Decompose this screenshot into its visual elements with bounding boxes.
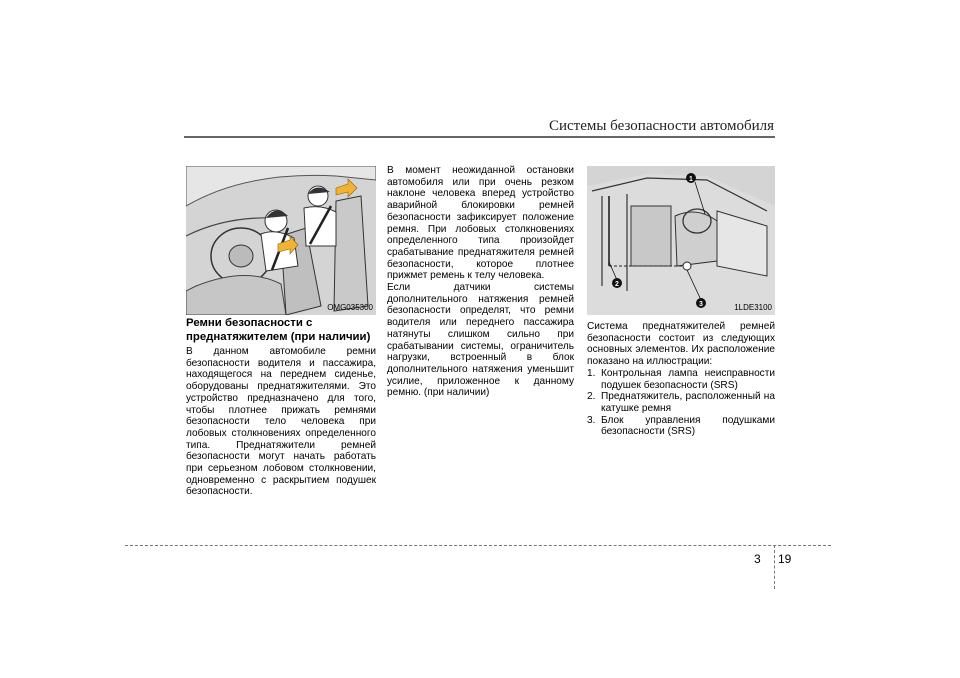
page-number: 19 — [778, 552, 792, 566]
callout-3: 3 — [699, 301, 703, 308]
column-left — [186, 317, 376, 498]
pretensioner-system-diagram — [587, 166, 775, 315]
list-number: 2. — [587, 391, 596, 403]
footer-separator — [774, 545, 775, 589]
list-text: Преднатяжитель, расположенный на катушке ремня — [601, 391, 775, 414]
list-number: 1. — [587, 367, 596, 379]
column-right — [587, 321, 775, 438]
car-interior-drawing — [186, 166, 376, 315]
list-item — [587, 391, 775, 414]
car-cutaway-drawing — [587, 166, 775, 315]
page-header-title: Системы безопасности автомобиля — [548, 118, 774, 134]
column-middle — [387, 165, 574, 399]
callout-2: 2 — [615, 281, 619, 288]
paragraph: В момент неожиданной остановки автомобиля или при очень резком наклоне человека вперед устройство аварийной блокировки ремней безопасности зафиксирует положение ремня. При лобовых столкновениях определенного типа произойдет срабатывание преднатяжителя ремней безопасности, которое плотнее прижмет ремень к телу человека. — [387, 165, 574, 282]
list-text: Блок управления подушками безопасности (SRS) — [601, 414, 775, 438]
paragraph: В данном автомобиле ремни безопасности водителя и пассажира, находящегося на переднем сиденье, оборудованы преднатяжителями. Это устройство предназначено для того, чтобы плотнее прижать ремнями безопасности тело человека при лобовых столкновениях определенного типа. Преднатяжители ремней безопасности могут начать работать при серьезном лобовом столкновении, одновременно с раскрытием подушек безопасности. — [186, 346, 376, 498]
list-number: 3. — [587, 414, 596, 426]
figure-code: OMG035300 — [327, 303, 373, 312]
section-title: Ремни безопасности с преднатяжителем (при наличии) — [186, 317, 371, 343]
footer-divider — [125, 545, 831, 546]
header-divider — [184, 136, 775, 138]
figure-code: 1LDE3100 — [734, 303, 772, 312]
list-text: Контрольная лампа неисправности подушек безопасности (SRS) — [601, 367, 775, 391]
paragraph: Если датчики системы дополнительного натяжения ремней безопасности определят, что ремни водителя или переднего пассажира натянуты слишком сильно при срабатывании системы, ограничитель нагрузки, встроенный в блок дополнительного натяжения уменьшит усилие, приложенное к данному ремню. (при наличии) — [387, 282, 574, 399]
paragraph: Система преднатяжителей ремней безопасности состоит из следующих основных элементов. Их расположение показано на иллюстрации: — [587, 321, 775, 368]
list-item — [587, 415, 775, 438]
chapter-number: 3 — [754, 552, 761, 566]
list-item — [587, 368, 775, 391]
callout-1: 1 — [689, 176, 693, 183]
pretensioner-illustration — [186, 166, 376, 315]
